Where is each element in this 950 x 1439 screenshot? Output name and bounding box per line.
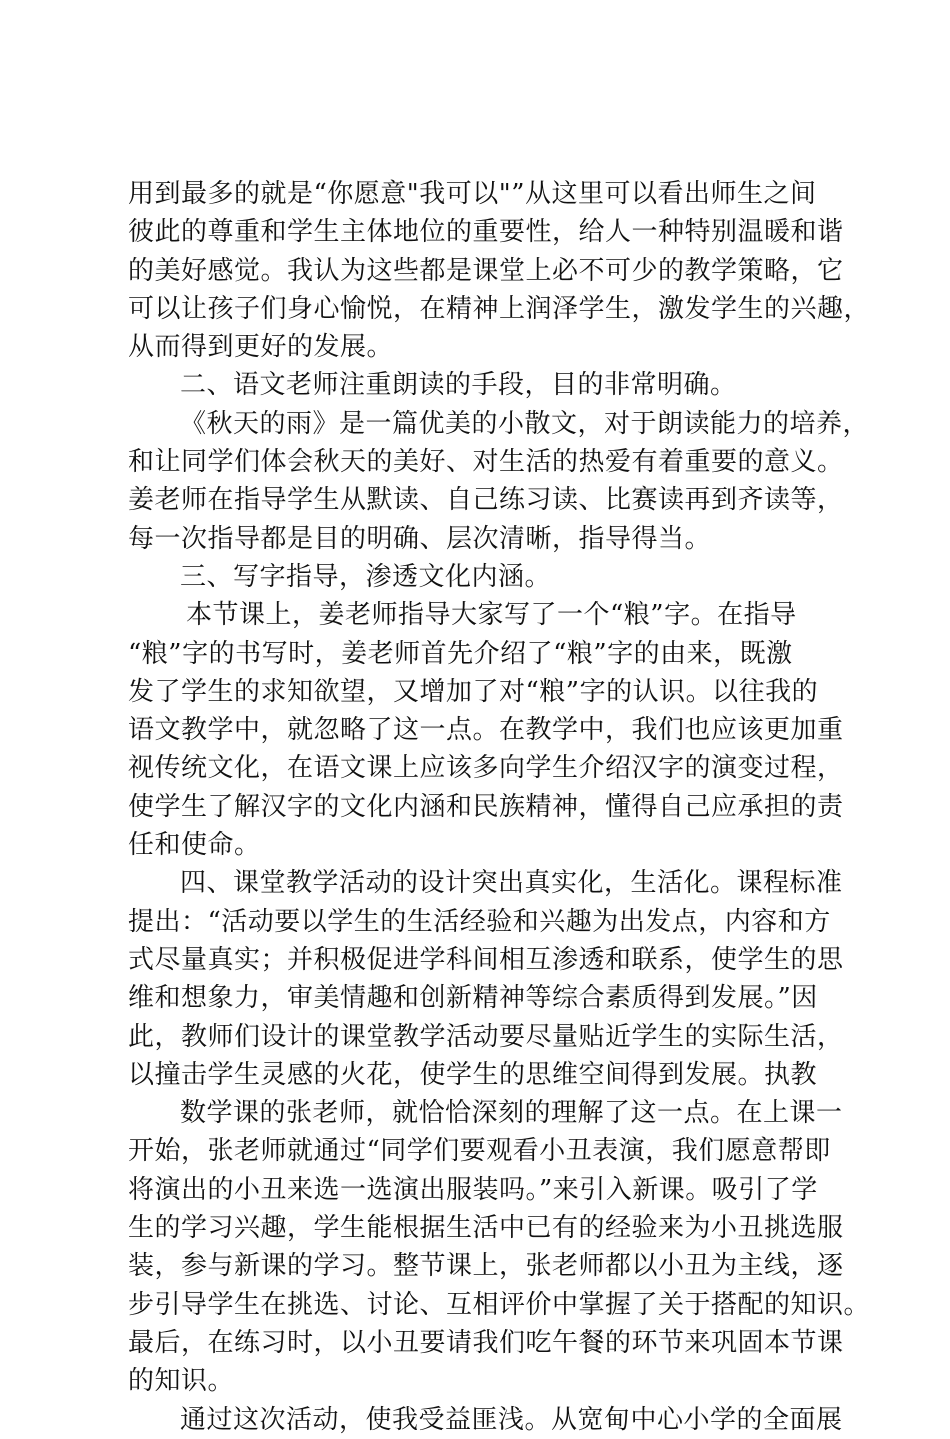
text-line: 装，参与新课的学习。整节课上，张老师都以小丑为主线，逐 (128, 1251, 844, 1282)
text-line: 用到最多的就是“你愿意"我可以"”从这里可以看出师生之间 (128, 179, 817, 209)
section-heading-3: 三、写字指导，渗透文化内涵。 (180, 561, 552, 592)
text-line: 姜老师在指导学生从默读、自己练习读、比赛读再到齐读等， (128, 485, 844, 516)
text-line: 开始，张老师就通过“同学们要观看小丑表演，我们愿意帮即 (128, 1136, 831, 1167)
text-line: 此，教师们设计的课堂教学活动要尽量贴近学生的实际生活， (128, 1021, 844, 1052)
text-line: 每一次指导都是目的明确、层次清晰，指导得当。 (128, 523, 712, 554)
text-line: 《秋天的雨》是一篇优美的小散文，对于朗读能力的培养， (180, 408, 870, 439)
text-line: 可以让孩子们身心愉悦，在精神上润泽学生，激发学生的兴趣， (128, 293, 871, 324)
text-line: 步引导学生在挑选、讨论、互相评价中掌握了关于搭配的知识。 (128, 1289, 871, 1320)
text-line: 使学生了解汉字的文化内涵和民族精神，懂得自己应承担的责 (128, 791, 844, 822)
text-line: 将演出的小丑来选一选演出服装吗。”来引入新课。吸引了学 (128, 1174, 818, 1205)
text-line: 维和想象力，审美情趣和创新精神等综合素质得到发展。”因 (128, 983, 818, 1014)
text-line: 彼此的尊重和学生主体地位的重要性，给人一种特别温暖和谐 (128, 217, 844, 248)
text-line: 的知识。 (128, 1366, 235, 1397)
text-line: 和让同学们体会秋天的美好、对生活的热爱有着重要的意义。 (128, 447, 844, 478)
text-line: 任和使命。 (128, 830, 261, 861)
text-line: 从而得到更好的发展。 (128, 332, 394, 363)
text-line: 最后，在练习时，以小丑要请我们吃午餐的环节来巩固本节课 (128, 1327, 844, 1358)
text-line: 通过这次活动，使我受益匪浅。从宽甸中心小学的全面展 (180, 1404, 843, 1435)
text-line: 提出：“活动要以学生的生活经验和兴趣为出发点，内容和方 (128, 906, 831, 937)
text-line: 以撞击学生灵感的火花，使学生的思维空间得到发展。执教 (128, 1059, 818, 1090)
text-line: 视传统文化，在语文课上应该多向学生介绍汉字的演变过程， (128, 753, 844, 784)
text-line: 发了学生的求知欲望，又增加了对“粮”字的认识。以往我的 (128, 676, 819, 707)
text-line: 生的学习兴趣，学生能根据生活中已有的经验来为小丑挑选服 (128, 1213, 844, 1244)
body-text (128, 175, 871, 1439)
text-line: “粮”字的书写时，姜老师首先介绍了“粮”字的由来，既激 (128, 638, 793, 669)
section-heading-2: 二、语文老师注重朗读的手段，目的非常明确。 (180, 370, 737, 401)
text-line: 本节课上，姜老师指导大家写了一个“粮”字。在指导 (186, 600, 797, 631)
text-line: 的美好感觉。我认为这些都是课堂上必不可少的教学策略，它 (128, 255, 844, 286)
text-line: 数学课的张老师，就恰恰深刻的理解了这一点。在上课一 (180, 1098, 843, 1129)
text-line: 语文教学中，就忽略了这一点。在教学中，我们也应该更加重 (128, 715, 844, 746)
text-line: 式尽量真实；并积极促进学科间相互渗透和联系，使学生的思 (128, 944, 844, 975)
section-heading-4: 四、课堂教学活动的设计突出真实化，生活化。课程标准 (180, 868, 843, 899)
